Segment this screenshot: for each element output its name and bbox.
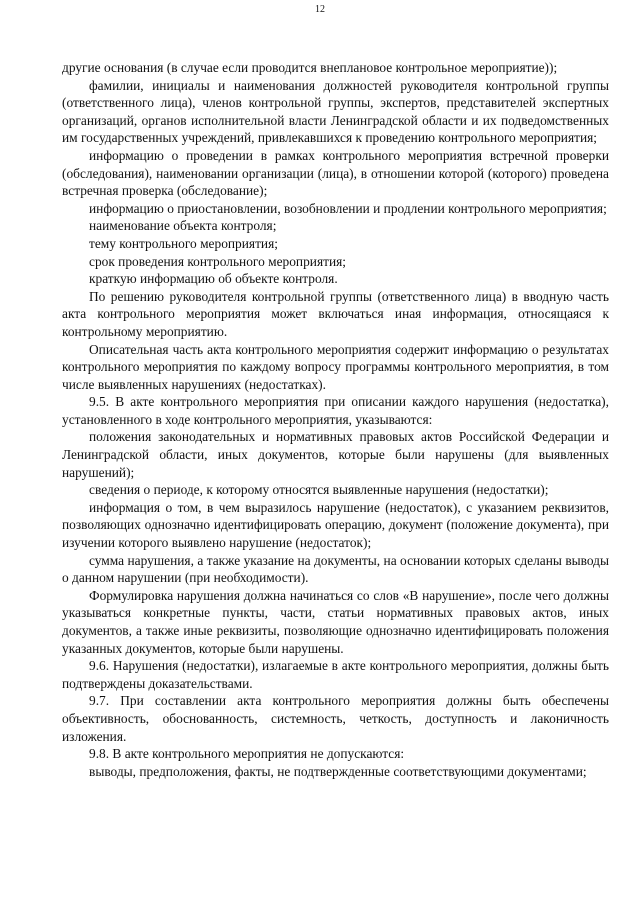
paragraph-object-name: наименование объекта контроля; <box>89 218 277 234</box>
paragraph-period: срок проведения контрольного мероприятия; <box>89 253 347 269</box>
paragraph-9-5: 9.5. В акте контрольного мероприятия при описании каждого нарушения (недостатка), установленного в ходе контрольного мероприятия, указываются: <box>62 394 609 427</box>
paragraph-9-8: 9.8. В акте контрольного мероприятия не допускаются: <box>89 746 405 762</box>
paragraph-counter-check: информацию о проведении в рамках контрольного мероприятия встречной проверки (обследования), наименовании организации (лица), в отношении которой (которого) проведена встречная проверка (обследование); <box>62 147 609 199</box>
paragraph-violation-details: информация о том, в чем выразилось нарушение (недостаток), с указанием реквизитов, позволяющих однозначно идентифицировать операцию, документ (положение документа), при изучении которого выявлено нарушение (недостаток); <box>62 499 609 551</box>
paragraph-violation-period: сведения о периоде, к которому относятся выявленные нарушения (недостатки); <box>89 482 549 498</box>
paragraph-topic: тему контрольного мероприятия; <box>89 235 278 251</box>
paragraph-team-members: фамилии, инициалы и наименования должностей руководителя контрольной группы (ответственного лица), членов контрольной группы, экспертов, представителей экспертных организаций, органов исполнительной власти Ленинградской области и их подведомственных им государственных учреждений, привлекавшихся к проведению контрольного мероприятия; <box>62 77 609 146</box>
paragraph-violation-wording: Формулировка нарушения должна начинаться со слов «В нарушение», после чего должны указываться конкретные пункты, части, статьи нормативных правовых актов, иных документов, а также иные реквизиты, позволяющие однозначно идентифицировать положения указанных документов, которые были нарушены. <box>62 587 609 656</box>
paragraph-9-6: 9.6. Нарушения (недостатки), излагаемые в акте контрольного мероприятия, должны быть подтверждены доказательствами. <box>62 658 609 691</box>
paragraph-unconfirmed-conclusions: выводы, предположения, факты, не подтвержденные соответствующими документами; <box>89 763 587 779</box>
paragraph-other-grounds: другие основания (в случае если проводится внеплановое контрольное мероприятие)); <box>62 60 558 75</box>
document-body <box>62 59 609 780</box>
page-number: 12 <box>315 4 325 15</box>
paragraph-suspension-info: информацию о приостановлении, возобновлении и продлении контрольного мероприятия; <box>89 200 607 216</box>
paragraph-other-info: По решению руководителя контрольной группы (ответственного лица) в вводную часть акта контрольного мероприятия может включаться иная информация, относящаяся к контрольному мероприятию. <box>62 288 609 339</box>
paragraph-legal-provisions: положения законодательных и нормативных правовых актов Российской Федерации и Ленинградской области, иных документов, которые были нарушены (для выявленных нарушений); <box>62 429 609 480</box>
paragraph-descriptive-part: Описательная часть акта контрольного мероприятия содержит информацию о результатах контрольного мероприятия по каждому вопросу программы контрольного мероприятия, в том числе выявленных нарушениях (недостатках). <box>62 341 609 392</box>
paragraph-violation-amount: сумма нарушения, а также указание на документы, на основании которых сделаны выводы о данном нарушении (при необходимости). <box>62 552 609 586</box>
paragraph-9-7: 9.7. При составлении акта контрольного мероприятия должны быть обеспечены объективность, обоснованность, системность, четкость, доступность и лаконичность изложения. <box>62 693 609 744</box>
paragraph-object-summary: краткую информацию об объекте контроля. <box>89 271 338 287</box>
